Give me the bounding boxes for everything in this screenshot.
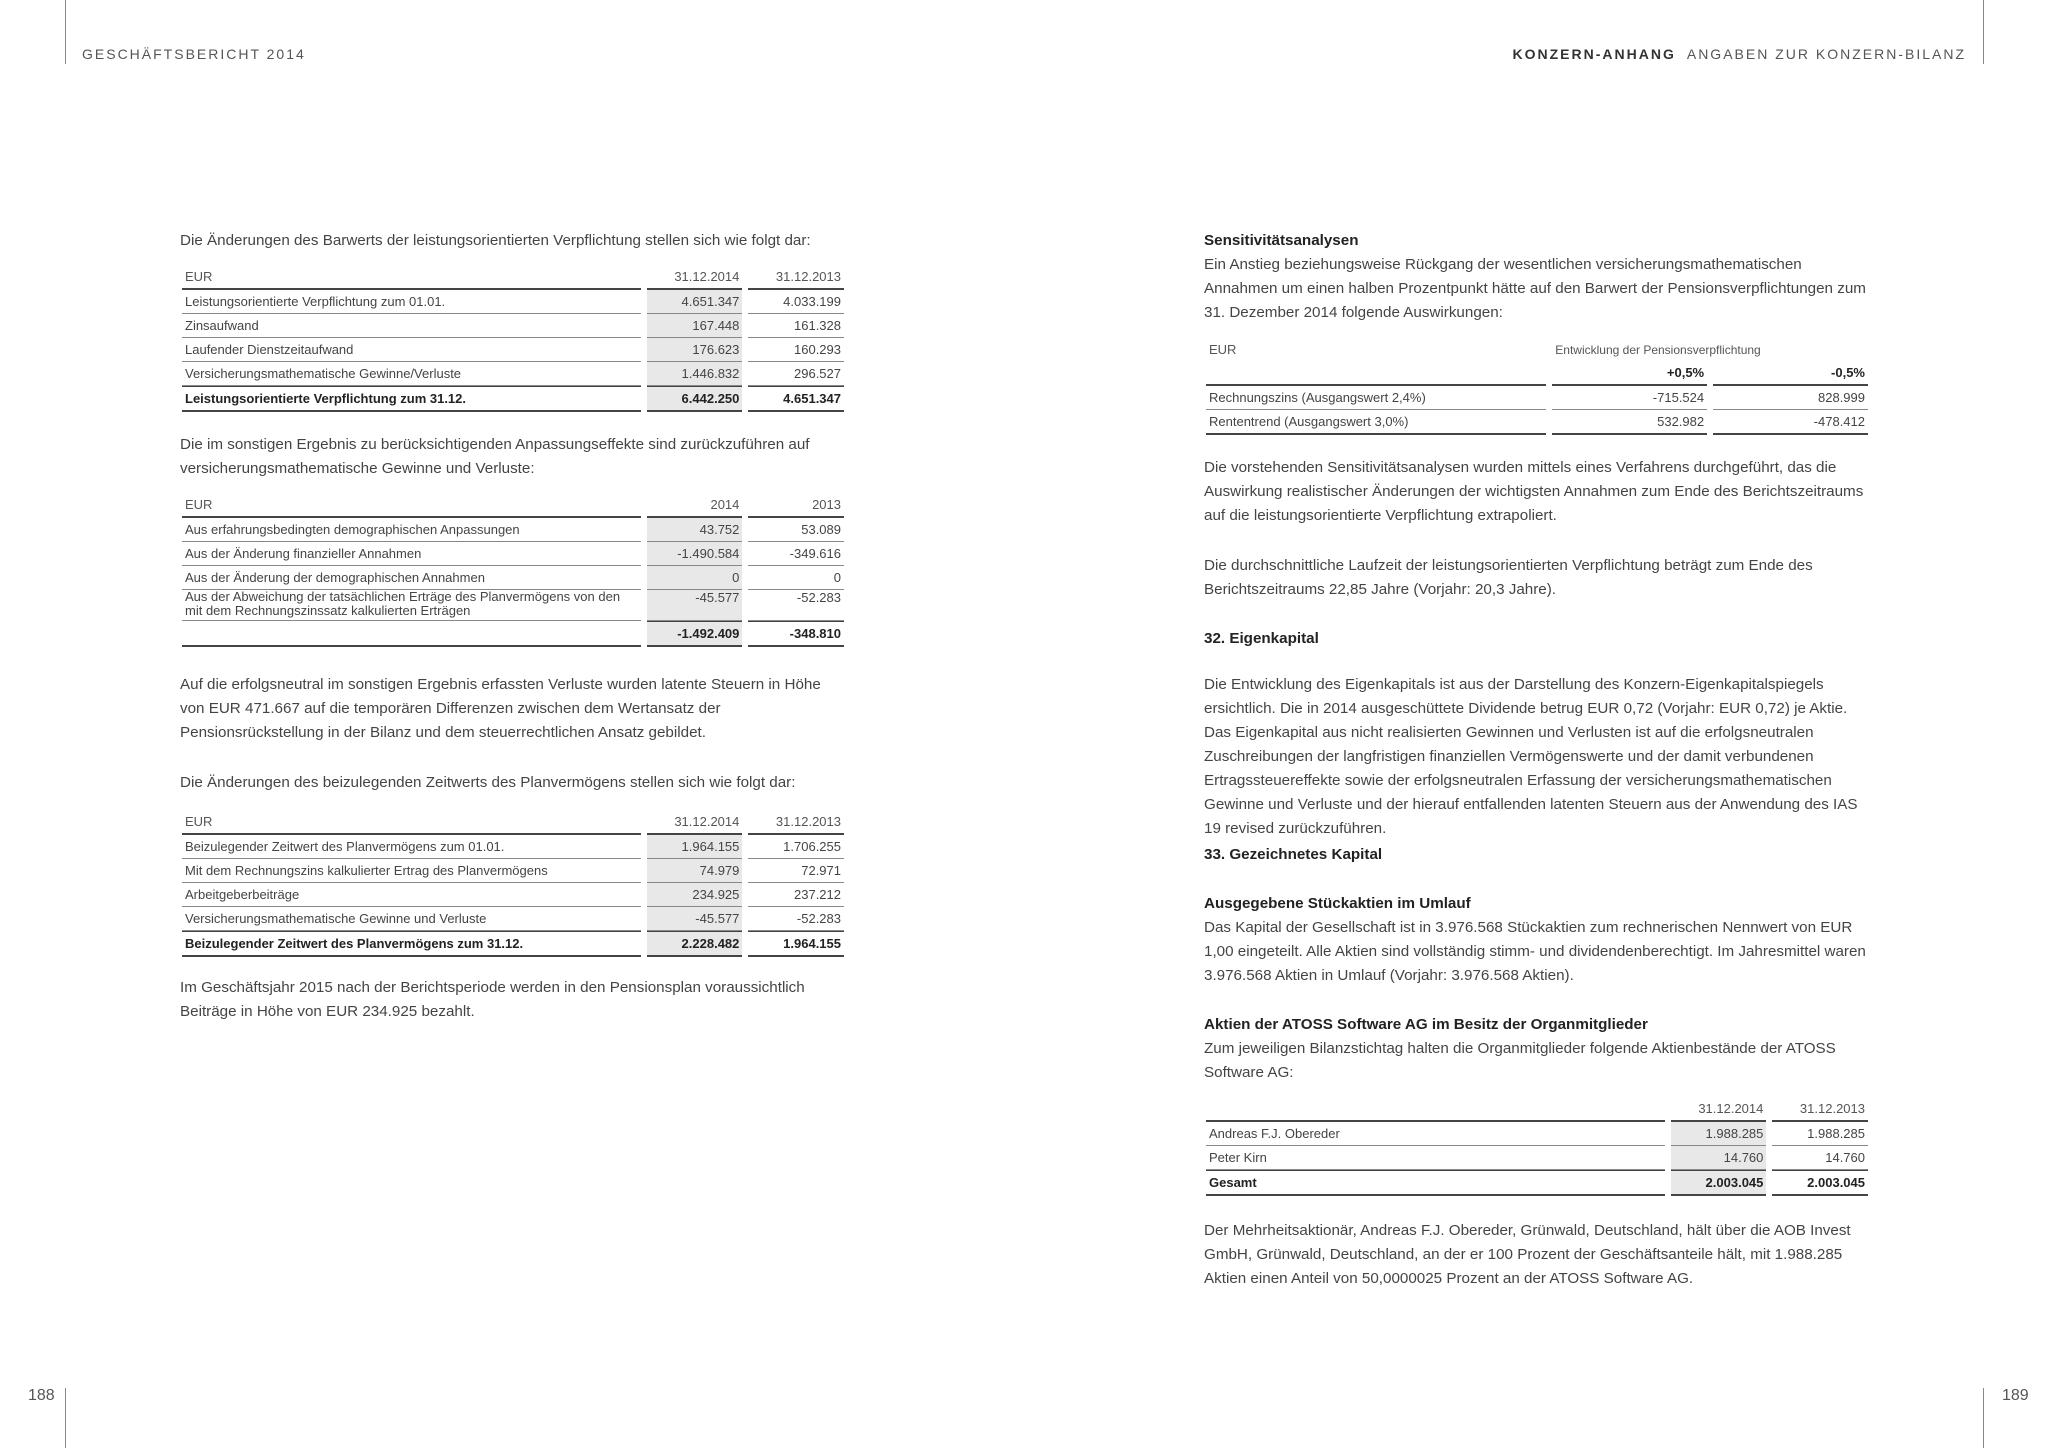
- col-header: [1206, 1097, 1665, 1122]
- cell-value: 237.212: [748, 883, 844, 907]
- total-value: 6.442.250: [647, 386, 743, 412]
- table-row: [1206, 1122, 1868, 1146]
- table-row: [1206, 410, 1868, 435]
- total-value: 4.651.347: [748, 386, 844, 412]
- cell-value: 1.706.255: [748, 835, 844, 859]
- header-right: [1513, 46, 1966, 62]
- total-label: Beizulegender Zeitwert des Planvermögens zum 31.12.: [182, 931, 641, 957]
- sensitivity-section: [1204, 229, 1868, 325]
- shares-outstanding-title: Ausgegebene Stückaktien im Umlauf: [1204, 895, 1471, 912]
- table-total-row: [182, 931, 844, 957]
- board-shares-title: Aktien der ATOSS Software AG im Besitz der Organmitglieder: [1204, 1016, 1648, 1033]
- cell-value: 72.971: [748, 859, 844, 883]
- table-row: [182, 362, 844, 386]
- cell-value: 1.988.285: [1772, 1122, 1868, 1146]
- col-header: EUR: [182, 810, 641, 835]
- cell-value: -45.577: [647, 590, 743, 621]
- col-header: EUR: [1209, 342, 1237, 357]
- table-row: [182, 859, 844, 883]
- left-paragraph-5: Im Geschäftsjahr 2015 nach der Berichtsperiode werden in den Pensionsplan voraussichtlich Beiträge in Höhe von EUR 234.925 bezahlt.: [180, 979, 805, 1020]
- right-paragraph-2: Die durchschnittliche Laufzeit der leistungsorientierten Verpflichtung beträgt zum Ende des Berichtszeitraums 22,85 Jahre (Vorjahr: 20,3 Jahre).: [1204, 557, 1813, 598]
- total-label: [182, 621, 641, 647]
- blank-cell: [1206, 361, 1546, 386]
- row-label: Leistungsorientierte Verpflichtung zum 01.01.: [182, 290, 641, 314]
- col-header: 31.12.2013: [748, 810, 844, 835]
- table-subheader-row: [1206, 361, 1868, 386]
- table-header-row: [182, 493, 844, 518]
- row-label: Aus erfahrungsbedingten demographischen Anpassungen: [182, 518, 641, 542]
- left-paragraph-4: Die Änderungen des beizulegenden Zeitwerts des Planvermögens stellen sich wie folgt dar:: [180, 774, 796, 791]
- cell-value: -52.283: [748, 907, 844, 931]
- cell-value: 532.982: [1552, 410, 1707, 435]
- row-label: Arbeitgeberbeiträge: [182, 883, 641, 907]
- sensitivity-text: Ein Anstieg beziehungsweise Rückgang der wesentlichen versicherungsmathematischen Annahmen um einen halben Prozentpunkt hätte auf den Barwert der Pensionsverpflichtungen zum 31. Dezember 2014 folgende Auswirkungen:: [1204, 256, 1866, 321]
- board-shares-table: [1200, 1097, 1874, 1196]
- shares-outstanding-section: [1204, 892, 1868, 988]
- col-header: +0,5%: [1552, 361, 1707, 386]
- bottom-left-rule: [65, 1388, 66, 1448]
- col-header: EUR: [182, 493, 641, 518]
- row-label: Andreas F.J. Obereder: [1206, 1122, 1665, 1146]
- cell-value: -715.524: [1552, 386, 1707, 410]
- total-value: -1.492.409: [647, 621, 743, 647]
- cell-value: 234.925: [647, 883, 743, 907]
- heading-gezeichnetes-kapital: 33. Gezeichnetes Kapital: [1204, 846, 1383, 863]
- col-header: 31.12.2013: [1772, 1097, 1868, 1122]
- sensitivity-title: Sensitivitätsanalysen: [1204, 232, 1359, 249]
- table-row: [182, 518, 844, 542]
- table-header-row: [182, 265, 844, 290]
- page-number-left: 188: [28, 1387, 55, 1404]
- cell-value: 4.033.199: [748, 290, 844, 314]
- plan-assets-table: [176, 810, 850, 957]
- cell-value: 0: [748, 566, 844, 590]
- col-header: 31.12.2014: [1671, 1097, 1767, 1122]
- table-header-row: [1206, 1097, 1868, 1122]
- header-left: GESCHÄFTSBERICHT 2014: [82, 46, 306, 62]
- total-label: Leistungsorientierte Verpflichtung zum 31.12.: [182, 386, 641, 412]
- cell-value: 176.623: [647, 338, 743, 362]
- table-row: [182, 314, 844, 338]
- board-shares-text: Zum jeweiligen Bilanzstichtag halten die Organmitglieder folgende Aktienbestände der ATOSS Software AG:: [1204, 1040, 1836, 1081]
- shares-outstanding-text: Das Kapital der Gesellschaft ist in 3.976.568 Stückaktien zum rechnerischen Nennwert von EUR 1,00 eingeteilt. Alle Aktien sind vollständig stimm- und dividendenberechtigt. Im Jahresmittel waren 3.976.568 Aktien in Umlauf (Vorjahr: 3.976.568 Aktien).: [1204, 919, 1866, 984]
- top-left-rule: [65, 0, 66, 64]
- cell-value: 1.446.832: [647, 362, 743, 386]
- left-paragraph-3: Auf die erfolgsneutral im sonstigen Ergebnis erfassten Verluste wurden latente Steuern in Höhe von EUR 471.667 auf die temporären Differenzen zwischen dem Wertansatz der Pensionsrückstellung in der Bilanz und dem steuerrechtlichen Ansatz gebildet.: [180, 676, 821, 741]
- actuarial-effects-table: [176, 493, 850, 647]
- row-label: Peter Kirn: [1206, 1146, 1665, 1170]
- table-row: [1206, 1146, 1868, 1170]
- col-header: -0,5%: [1713, 361, 1868, 386]
- left-paragraph-2: Die im sonstigen Ergebnis zu berücksichtigenden Anpassungseffekte sind zurückzuführen auf versicherungsmathematische Gewinne und Verluste:: [180, 436, 810, 477]
- row-label: Versicherungsmathematische Gewinne und Verluste: [182, 907, 641, 931]
- total-label: Gesamt: [1206, 1170, 1665, 1196]
- table-row: [182, 290, 844, 314]
- row-label: Versicherungsmathematische Gewinne/Verluste: [182, 362, 641, 386]
- total-value: -348.810: [748, 621, 844, 647]
- cell-value: 4.651.347: [647, 290, 743, 314]
- row-label: Beizulegender Zeitwert des Planvermögens zum 01.01.: [182, 835, 641, 859]
- table-total-row: [182, 386, 844, 412]
- cell-value: 14.760: [1671, 1146, 1767, 1170]
- cell-value: 160.293: [748, 338, 844, 362]
- table-total-row: [1206, 1170, 1868, 1196]
- table-header-row: [1206, 338, 1868, 361]
- table-row: [182, 907, 844, 931]
- table-row: [182, 590, 844, 621]
- table-row: [182, 835, 844, 859]
- top-right-rule: [1983, 0, 1984, 64]
- cell-value: 1.964.155: [647, 835, 743, 859]
- table-row: [182, 542, 844, 566]
- left-paragraph-1: Die Änderungen des Barwerts der leistungsorientierten Verpflichtung stellen sich wie folgt dar:: [180, 232, 811, 249]
- cell-value: 53.089: [748, 518, 844, 542]
- bottom-right-rule: [1983, 1388, 1984, 1448]
- row-label: Rententrend (Ausgangswert 3,0%): [1206, 410, 1546, 435]
- total-value: 2.003.045: [1671, 1170, 1767, 1196]
- col-header: EUR: [182, 265, 641, 290]
- header-subsection: ANGABEN ZUR KONZERN-BILANZ: [1686, 46, 1966, 62]
- right-paragraph-3: Die Entwicklung des Eigenkapitals ist aus der Darstellung des Konzern-Eigenkapitalspiegels ersichtlich. Die in 2014 ausgeschüttete Dividende betrug EUR 0,72 (Vorjahr: EUR 0,72) je Aktie. Das Eigenkapital aus nicht realisierten Gewinnen und Verlusten ist auf die erfolgsneutralen Zuschreibungen der langfristigen finanziellen Vermögenswerte und der damit verbundenen Ertragssteuereffekte sowie der erfolgsneutralen Erfassung der versicherungsmathematischen Gewinne und Verluste und der hierauf entfallenden latenten Steuern aus der Anwendung des IAS 19 revised zurückzuführen.: [1204, 676, 1858, 837]
- total-value: 1.964.155: [748, 931, 844, 957]
- cell-value: 43.752: [647, 518, 743, 542]
- col-header: 2013: [748, 493, 844, 518]
- col-header: 31.12.2014: [647, 810, 743, 835]
- cell-value: 0: [647, 566, 743, 590]
- table-row: [182, 566, 844, 590]
- sensitivity-table: [1200, 338, 1874, 435]
- row-label: Rechnungszins (Ausgangswert 2,4%): [1206, 386, 1546, 410]
- cell-value: 296.527: [748, 362, 844, 386]
- table-row: [182, 338, 844, 362]
- col-header: 31.12.2014: [647, 265, 743, 290]
- total-value: 2.003.045: [1772, 1170, 1868, 1196]
- right-paragraph-1: Die vorstehenden Sensitivitätsanalysen wurden mittels eines Verfahrens durchgeführt, das die Auswirkung realistischer Änderungen der wichtigsten Annahmen zum Ende des Berichtszeitraums auf die leistungsorientierte Verpflichtung extrapoliert.: [1204, 459, 1864, 524]
- row-label: Mit dem Rechnungszins kalkulierter Ertrag des Planvermögens: [182, 859, 641, 883]
- row-label: Aus der Abweichung der tatsächlichen Erträge des Planvermögens von den mit dem Rechnungszinssatz kalkulierten Erträgen: [182, 590, 641, 621]
- cell-value: 161.328: [748, 314, 844, 338]
- cell-value: -1.490.584: [647, 542, 743, 566]
- cell-value: -52.283: [748, 590, 844, 621]
- heading-eigenkapital: 32. Eigenkapital: [1204, 630, 1319, 647]
- table-row: [1206, 386, 1868, 410]
- row-label: Aus der Änderung der demographischen Annahmen: [182, 566, 641, 590]
- col-header: 2014: [647, 493, 743, 518]
- right-paragraph-4: Der Mehrheitsaktionär, Andreas F.J. Obereder, Grünwald, Deutschland, hält über die AOB Invest GmbH, Grünwald, Deutschland, an der er 100 Prozent der Geschäftsanteile hält, mit 1.988.285 Aktien einen Anteil von 50,0000025 Prozent an der ATOSS Software AG.: [1204, 1222, 1851, 1287]
- table-row: [182, 883, 844, 907]
- cell-value: -45.577: [647, 907, 743, 931]
- cell-value: 1.988.285: [1671, 1122, 1767, 1146]
- board-shares-section: [1204, 1013, 1868, 1085]
- total-value: 2.228.482: [647, 931, 743, 957]
- page-number-right: 189: [2002, 1387, 2029, 1404]
- table-header-row: [182, 810, 844, 835]
- row-label: Zinsaufwand: [182, 314, 641, 338]
- cell-value: 828.999: [1713, 386, 1868, 410]
- cell-value: 167.448: [647, 314, 743, 338]
- header-section: KONZERN-ANHANG: [1512, 46, 1676, 62]
- table-total-row: [182, 621, 844, 647]
- row-label: Aus der Änderung finanzieller Annahmen: [182, 542, 641, 566]
- col-header: 31.12.2013: [748, 265, 844, 290]
- row-label: Laufender Dienstzeitaufwand: [182, 338, 641, 362]
- cell-value: -478.412: [1713, 410, 1868, 435]
- cell-value: -349.616: [748, 542, 844, 566]
- cell-value: 14.760: [1772, 1146, 1868, 1170]
- obligation-table: [176, 265, 850, 412]
- group-header: Entwicklung der Pensionsverpflichtung: [1555, 342, 1761, 357]
- cell-value: 74.979: [647, 859, 743, 883]
